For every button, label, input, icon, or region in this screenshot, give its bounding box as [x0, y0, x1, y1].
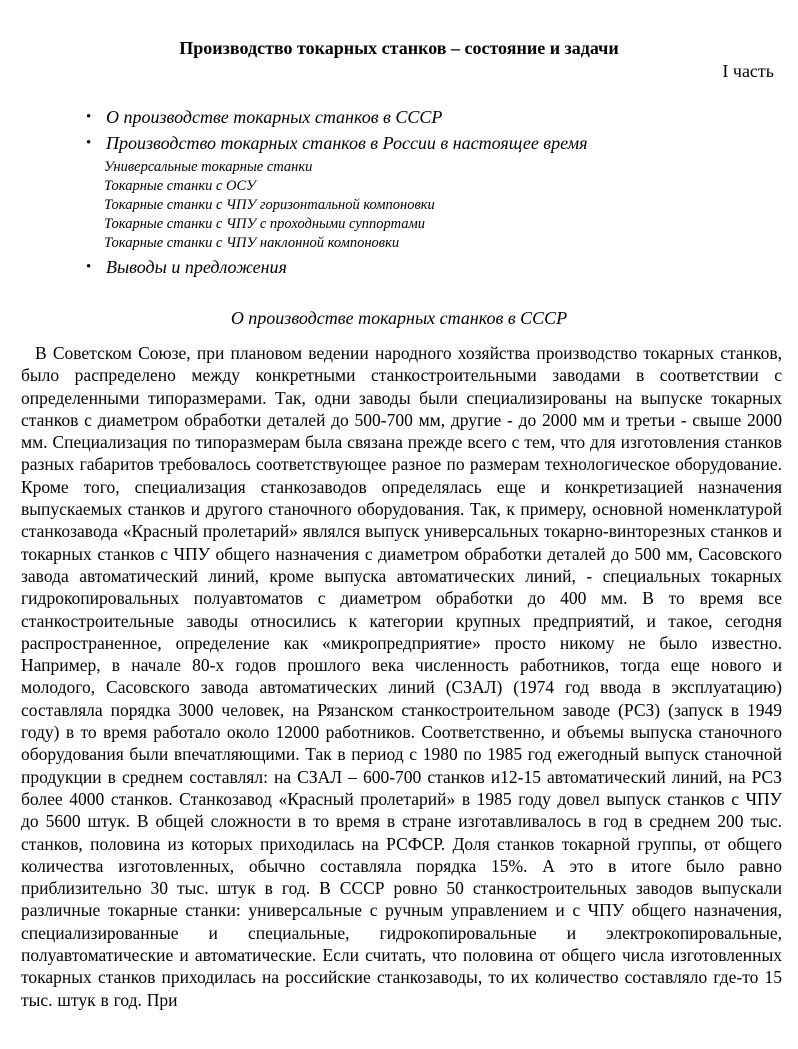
toc-subitem-osu-lathes: Токарные станки с ОСУ — [104, 178, 256, 194]
toc-item-russia-production — [0, 132, 798, 155]
toc-item-label: Производство токарных станков в России в настоящее время — [106, 133, 588, 153]
section-heading: О производстве токарных станков в СССР — [230, 308, 568, 328]
toc-subitem-cnc-pass-supports: Токарные станки с ЧПУ с проходными суппортами — [104, 216, 425, 232]
toc-item-label: Выводы и предложения — [106, 257, 287, 277]
bullet-icon: • — [86, 259, 92, 275]
body-paragraph: В Советском Союзе, при плановом ведении народного хозяйства производство токарных станков, было распределено между конкретными станкостроительными заводами в соответствии с определенными типоразмерами. Так, одни заводы были специализированы на выпуске токарных станков с диаметром обработки деталей до 500-700 мм, другие - до 2000 мм и третьи - свыше 2000 мм. Специализация по типоразмерам была связана прежде всего с тем, что для изготовления станков разных габаритов требовалось соответствующее разное по размерам технологическое оборудование. Кроме того, специализация станкозаводов определялась еще и конкретизацией назначения выпускаемых станков и другого станочного оборудования. Так, к примеру, основной номенклатурой станкозавода «Красный пролетарий» являлся выпуск универсальных токарно-винторезных станков и токарных станков с ЧПУ общего назначения с диаметром обработки деталей до 500 мм, Сасовского завода автоматический линий, кроме выпуска автоматических линий, - специальных токарных гидрокопировальных полуавтоматов с диаметром обработки до 400 мм. В то время все станкостроительные заводы относились к категории крупных предприятий, и такое, сегодня распространенное, определение как «микропредприятие» просто никому не было известно. Например, в начале 80-х годов прошлого века численность работников, тогда еще нового и молодого, Сасовского завода автоматических линий (СЗАЛ) (1974 год ввода в эксплуатацию) составляла порядка 3000 человек, на Рязанском станкостроительном заводе (РСЗ) (запуск в 1949 году) в то время работало около 12000 работников. Соответственно, и объемы выпуска станочного оборудования были впечатляющими. Так в период с 1980 по 1985 год ежегодный выпуск станочной продукции в среднем составлял: на СЗАЛ – 600-700 станков и12-15 автоматический линий, на РСЗ более 4000 станков. Станкозавод «Красный пролетарий» в 1985 году довел выпуск станков с ЧПУ до 5600 штук. В общей сложности в то время в стране изготавливалось в год в среднем 200 тыс. станков, половина из которых приходилась на РСФСР. Доля станков токарной группы, от общего количества изготовленных, обычно составляла порядка 15%. А это в итоге было равно приблизительно 30 тыс. штук в год. В СССР ровно 50 станкостроительных заводов выпускали различные токарные станки: универсальные с ручным управлением и с ЧПУ общего назначения, специализированные и специальные, гидрокопировальные и электрокопировальные, полуавтоматические и автоматические. Если считать, что половина от общего числа изготовленных токарных станков приходилась на российские станкозаводы, то их количество составляло где-то 15 тыс. штук в год. При — [21, 343, 782, 1010]
page-title: Производство токарных станков – состояние и задачи — [179, 38, 619, 58]
part-label: I часть — [722, 61, 774, 81]
toc-subitem-universal-lathes: Универсальные токарные станки — [104, 159, 313, 175]
bullet-icon: • — [86, 135, 92, 151]
toc-sublist — [0, 158, 798, 253]
toc-subitem-cnc-inclined: Токарные станки с ЧПУ наклонной компоновки — [104, 235, 400, 251]
toc-subitem-cnc-horizontal: Токарные станки с ЧПУ горизонтальной компоновки — [104, 197, 435, 213]
toc-list — [0, 106, 798, 279]
toc-item-ussr-production — [0, 106, 798, 129]
toc-item-conclusions — [0, 256, 798, 279]
bullet-icon: • — [86, 109, 92, 125]
toc-item-label: О производстве токарных станков в СССР — [106, 107, 443, 127]
